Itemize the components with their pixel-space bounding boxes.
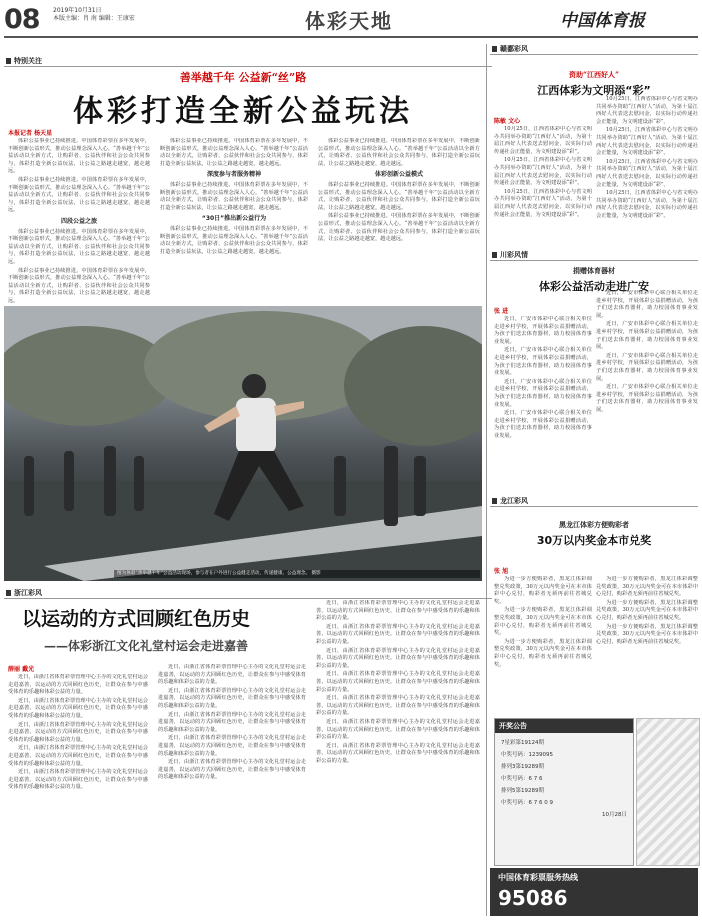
section-label-zhejiang <box>4 588 492 599</box>
paragraph: 为进一步方便购彩者，黑龙江体彩调整兑奖政策，30万元以内奖金可在本市体彩中心兑付，购彩者无须再前往省城兑奖。 <box>596 599 698 621</box>
section-label-text: 特别关注 <box>14 57 42 65</box>
heilongjiang-kicker: 黑龙江体彩方便购彩者 <box>559 520 629 529</box>
subhead: 深度参与者服务精神 <box>206 171 261 179</box>
results-line: 排列5第19289期 <box>501 788 544 794</box>
paragraph: 近日，由浙江省体育彩票管理中心主办的文化礼堂村运会走进嘉善，以运动的方式回顾红色历史，让群众在参与中感受体育的乐趣和体彩公益的力量。 <box>8 745 148 767</box>
newspaper-logo: 中国体育报 <box>560 11 645 31</box>
section-label-heilongjiang <box>490 496 698 507</box>
paragraph: 为进一步方便购彩者，黑龙江体彩调整兑奖政策，30万元以内奖金可在本市体彩中心兑付，购彩者无须再前往省城兑奖。 <box>494 638 592 668</box>
paragraph: 体彩公益事业已持续推进。中国体育彩票在多年发展中，不断创新公益形式，推动公益理念深入人心。“善举越千年”公益活动以全新方式，让购彩者、公益伙伴和社会公众共同参与，体彩打造全新公益玩法，让公益之路越走越宽，越走越远。 <box>8 176 150 214</box>
paragraph: 体彩公益事业已持续推进。中国体育彩票在多年发展中，不断创新公益形式，推动公益理念深入人心。“善举越千年”公益活动以全新方式，让购彩者、公益伙伴和社会公众共同参与，体彩打造全新公益玩法，让公益之路越走越宽，越走越远。 <box>160 225 308 255</box>
subhead: 四段公益之旅 <box>60 217 97 225</box>
paragraph: 近日，由浙江省体育彩票管理中心主办的文化礼堂村运会走进嘉善，以运动的方式回顾红色历史，让群众在参与中感受体育的乐趣和体彩公益的力量。 <box>316 671 480 693</box>
paragraph: 近日，广安市体彩中心联合相关单位走进乡村学校，开展体彩公益捐赠活动，为孩子们送去体育器材，助力校园体育事业发展。 <box>494 378 592 408</box>
paragraph: 体彩公益事业已持续推进。中国体育彩票在多年发展中，不断创新公益形式，推动公益理念深入人心。“善举越千年”公益活动以全新方式，让购彩者、公益伙伴和社会公众共同参与，体彩打造全新公益玩法，让公益之路越走越宽，越走越远。 <box>8 228 150 265</box>
paragraph: 为进一步方便购彩者，黑龙江体彩调整兑奖政策，30万元以内奖金可在本市体彩中心兑付，购彩者无须再前往省城兑奖。 <box>596 623 698 645</box>
section-label-text: 龙江彩风 <box>500 497 528 505</box>
jiangxi-column-2 <box>596 96 698 246</box>
sichuan-kicker: 捐赠体育器材 <box>573 266 615 275</box>
zhejiang-byline: 薛丽 戴光 <box>8 666 35 673</box>
section-label-text: 浙江彩风 <box>14 589 42 597</box>
paragraph: 近日，广安市体彩中心联合相关单位走进乡村学校，开展体彩公益捐赠活动，为孩子们送去体育器材，助力校园体育事业发展。 <box>494 347 592 377</box>
sichuan-column-2 <box>596 290 698 492</box>
paragraph: 近日，广安市体彩中心联合相关单位走进乡村学校，开展体彩公益捐赠活动，为孩子们送去体育器材，助力校园体育事业发展。 <box>494 316 592 345</box>
page-number: 08 <box>4 4 40 35</box>
paragraph: 体彩公益事业已持续推进。中国体育彩票在多年发展中，不断创新公益形式，推动公益理念深入人心。“善举越千年”公益活动以全新方式，让购彩者、公益伙伴和社会公众共同参与，体彩打造全新公益玩法，让公益之路越走越宽，越走越远。 <box>318 181 480 211</box>
column-divider <box>486 44 487 916</box>
paragraph: 近日，由浙江省体育彩票管理中心主办的文化礼堂村运会走进嘉善，以运动的方式回顾红色历史，让群众在参与中感受体育的乐趣和体彩公益的力量。 <box>316 718 480 741</box>
photo-credit: 摄影 <box>311 571 321 576</box>
subhead: “30日”推出新公益行为 <box>201 215 267 223</box>
paragraph: 体彩公益事业已持续推进。中国体育彩票在多年发展中，不断创新公益形式，推动公益理念深入人心。“善举越千年”公益活动以全新方式，让购彩者、公益伙伴和社会公众共同参与，体彩打造全新公益玩法，让公益之路越走越宽，越走越远。 <box>318 138 480 167</box>
section-label-text: 川彩风情 <box>500 251 528 259</box>
header-rule <box>4 36 698 38</box>
paragraph: 近日，由浙江省体育彩票管理中心主办的文化礼堂村运会走进嘉善，以运动的方式回顾红色历史，让群众在参与中感受体育的乐趣和体彩公益的力量。 <box>8 769 148 791</box>
paragraph: 为进一步方便购彩者，黑龙江体彩调整兑奖政策，30万元以内奖金可在本市体彩中心兑付，购彩者无须再前往省城兑奖。 <box>596 576 698 598</box>
paragraph: 近日，广安市体彩中心联合相关单位走进乡村学校，开展体彩公益捐赠活动，为孩子们送去体育器材，助力校园体育事业发展。 <box>494 410 592 439</box>
paragraph: 近日，由浙江省体育彩票管理中心主办的文化礼堂村运会走进嘉善，以运动的方式回顾红色历史，让群众在参与中感受体育的乐趣和体彩公益的力量。 <box>8 721 148 743</box>
jiangxi-byline: 陈敏 文心 <box>494 118 521 125</box>
article-photo <box>4 306 482 581</box>
caption-text: 图为体彩“善举越千年”公益活动现场，参与者在户外进行公益健走活动，传递健康、公益理念。 <box>117 571 311 576</box>
heilongjiang-byline: 张 旭 <box>494 568 509 575</box>
paragraph: 10月25日，江西省体彩中心与省文明办共同举办资助“江西好人”活动，为第十届江西好人代表送去慰问金，以实际行动传递社会正能量，为文明建设添“彩”。 <box>596 158 698 188</box>
paragraph: 体彩公益事业已持续推进。中国体育彩票在多年发展中，不断创新公益形式，推动公益理念深入人心。“善举越千年”公益活动以全新方式，让购彩者、公益伙伴和社会公众共同参与，体彩打造全新公益玩法，让公益之路越走越宽，越走越远。 <box>8 267 150 304</box>
jiangxi-column-1 <box>494 126 592 246</box>
paragraph: 近日，由浙江省体育彩票管理中心主办的文化礼堂村运会走进嘉善，以运动的方式回顾红色历史，让群众在参与中感受体育的乐趣和体彩公益的力量。 <box>158 735 306 757</box>
subhead: 体彩创新公益模式 <box>374 171 423 179</box>
hotline-banner <box>490 868 698 916</box>
results-title: 开奖公告 <box>495 719 633 733</box>
decorative-panel <box>636 718 700 866</box>
paragraph: 为进一步方便购彩者，黑龙江体彩调整兑奖政策，30万元以内奖金可在本市体彩中心兑付，购彩者无须再前往省城兑奖。 <box>494 576 592 605</box>
paragraph: 体彩公益事业已持续推进。中国体育彩票在多年发展中，不断创新公益形式，推动公益理念深入人心。“善举越千年”公益活动以全新方式，让购彩者、公益伙伴和社会公众共同参与，体彩打造全新公益玩法，让公益之路越走越宽，越走越远。 <box>160 181 308 211</box>
jiangxi-kicker: 资助“江西好人” <box>568 70 620 79</box>
section-label-special <box>4 56 492 67</box>
section-title: 体彩天地 <box>305 9 393 33</box>
results-line: 排列3第19289期 <box>501 764 544 770</box>
paragraph: 近日，由浙江省体育彩票管理中心主办的文化礼堂村运会走进嘉善，以运动的方式回顾红色历史，让群众在参与中感受体育的乐趣和体彩公益的力量。 <box>158 711 306 733</box>
paragraph: 近日，由浙江省体育彩票管理中心主办的文化礼堂村运会走进嘉善，以运动的方式回顾红色历史，让群众在参与中感受体育的乐趣和体彩公益的力量。 <box>158 687 306 709</box>
photo-caption <box>114 570 480 578</box>
results-line: 中奖号码：6 7 6 0 9 <box>501 800 553 806</box>
paragraph: 近日，广安市体彩中心联合相关单位走进乡村学校，开展体彩公益捐赠活动，为孩子们送去体育器材，助力校园体育事业发展。 <box>596 321 698 351</box>
results-line: 中奖号码：6 7 6 <box>501 776 543 782</box>
jiangxi-headline: 江西体彩为文明添“彩” <box>537 84 651 97</box>
paragraph: 为进一步方便购彩者，黑龙江体彩调整兑奖政策，30万元以内奖金可在本市体彩中心兑付，购彩者无须再前往省城兑奖。 <box>494 607 592 637</box>
paragraph: 10月25日，江西省体彩中心与省文明办共同举办资助“江西好人”活动，为第十届江西好人代表送去慰问金，以实际行动传递社会正能量，为文明建设添“彩”。 <box>494 157 592 187</box>
section-label-jiangxi <box>490 44 698 55</box>
paragraph: 近日，由浙江省体育彩票管理中心主办的文化礼堂村运会走进嘉善，以运动的方式回顾红色历史，让群众在参与中感受体育的乐趣和体彩公益的力量。 <box>316 742 480 764</box>
paragraph: 近日，由浙江省体育彩票管理中心主办的文化礼堂村运会走进嘉善，以运动的方式回顾红色历史，让群众在参与中感受体育的乐趣和体彩公益的力量。 <box>8 674 148 696</box>
results-list <box>495 733 633 825</box>
paragraph: 近日，广安市体彩中心联合相关单位走进乡村学校，开展体彩公益捐赠活动，为孩子们送去体育器材，助力校园体育事业发展。 <box>596 290 698 319</box>
article-column-3 <box>318 138 480 303</box>
heilongjiang-column-2 <box>596 576 698 702</box>
sichuan-byline: 张 进 <box>494 308 509 315</box>
paragraph: 10月25日，江西省体彩中心与省文明办共同举办资助“江西好人”活动，为第十届江西好人代表送去慰问金，以实际行动传递社会正能量，为文明建设添“彩”。 <box>596 96 698 125</box>
paragraph: 近日，由浙江省体育彩票管理中心主办的文化礼堂村运会走进嘉善，以运动的方式回顾红色历史，让群众在参与中感受体育的乐趣和体彩公益的力量。 <box>316 647 480 669</box>
editor-line: 本版主编：肖 南 编辑：王康宏 <box>53 15 135 22</box>
hotline-number: 95086 <box>498 886 568 910</box>
paragraph: 近日，由浙江省体育彩票管理中心主办的文化礼堂村运会走进嘉善，以运动的方式回顾红色历史，让群众在参与中感受体育的乐趣和体彩公益的力量。 <box>316 695 480 717</box>
article-column-2 <box>160 138 308 298</box>
paragraph: 近日，由浙江省体育彩票管理中心主办的文化礼堂村运会走进嘉善，以运动的方式回顾红色历史，让群众在参与中感受体育的乐趣和体彩公益的力量。 <box>8 697 148 719</box>
zhejiang-column-2 <box>158 664 306 914</box>
paragraph: 近日，广安市体彩中心联合相关单位走进乡村学校，开展体彩公益捐赠活动，为孩子们送去体育器材，助力校园体育事业发展。 <box>596 352 698 382</box>
paragraph: 10月25日，江西省体彩中心与省文明办共同举办资助“江西好人”活动，为第十届江西好人代表送去慰问金，以实际行动传递社会正能量，为文明建设添“彩”。 <box>494 188 592 218</box>
photo-illustration <box>4 306 482 581</box>
zhejiang-column-3 <box>316 600 480 914</box>
hotline-label: 中国体育彩票服务热线 <box>498 873 578 882</box>
article-byline: 本报记者 杨天星 <box>8 130 53 137</box>
paragraph: 体彩公益事业已持续推进。中国体育彩票在多年发展中，不断创新公益形式，推动公益理念深入人心。“善举越千年”公益活动以全新方式，让购彩者、公益伙伴和社会公众共同参与，体彩打造全新公益玩法，让公益之路越走越宽，越走越远。 <box>318 213 480 243</box>
results-line: 中奖号码：1239095 <box>501 752 553 758</box>
paragraph: 10月25日，江西省体彩中心与省文明办共同举办资助“江西好人”活动，为第十届江西好人代表送去慰问金，以实际行动传递社会正能量，为文明建设添“彩”。 <box>494 126 592 155</box>
zhejiang-subheadline: ——体彩浙江文化礼堂村运会走进嘉善 <box>44 639 249 653</box>
date-line: 2019年10月31日 <box>53 7 102 14</box>
paragraph: 近日，广安市体彩中心联合相关单位走进乡村学校，开展体彩公益捐赠活动，为孩子们送去体育器材，助力校园体育事业发展。 <box>596 384 698 413</box>
paragraph: 10月25日，江西省体彩中心与省文明办共同举办资助“江西好人”活动，为第十届江西好人代表送去慰问金，以实际行动传递社会正能量，为文明建设添“彩”。 <box>596 190 698 219</box>
sichuan-column-1 <box>494 316 592 492</box>
section-label-text: 赣鄱彩风 <box>500 45 528 53</box>
paragraph: 近日，由浙江省体育彩票管理中心主办的文化礼堂村运会走进嘉善，以运动的方式回顾红色历史，让群众在参与中感受体育的乐趣和体彩公益的力量。 <box>158 759 306 781</box>
paragraph: 10月25日，江西省体彩中心与省文明办共同举办资助“江西好人”活动，为第十届江西好人代表送去慰问金，以实际行动传递社会正能量，为文明建设添“彩”。 <box>596 127 698 157</box>
paragraph: 近日，由浙江省体育彩票管理中心主办的文化礼堂村运会走进嘉善，以运动的方式回顾红色历史，让群众在参与中感受体育的乐趣和体彩公益的力量。 <box>158 664 306 686</box>
lottery-results-box <box>494 718 634 866</box>
article-headline: 体彩打造全新公益玩法 <box>73 94 413 129</box>
zhejiang-column-1 <box>8 674 148 914</box>
sichuan-headline: 体彩公益活动走进广安 <box>539 280 649 293</box>
heilongjiang-headline: 30万以内奖金本市兑奖 <box>536 534 652 547</box>
paragraph: 体彩公益事业已持续推进。中国体育彩票在多年发展中，不断创新公益形式，推动公益理念深入人心。“善举越千年”公益活动以全新方式，让购彩者、公益伙伴和社会公众共同参与，体彩打造全新公益玩法，让公益之路越走越宽，越走越远。 <box>160 138 308 167</box>
issue-date <box>53 7 135 23</box>
paragraph: 近日，由浙江省体育彩票管理中心主办的文化礼堂村运会走进嘉善，以运动的方式回顾红色历史，让群众在参与中感受体育的乐趣和体彩公益的力量。 <box>316 623 480 645</box>
results-line: 7星彩第19124期 <box>501 740 544 746</box>
section-label-sichuan <box>490 250 698 261</box>
heilongjiang-column-1 <box>494 576 592 702</box>
article-kicker: 善举越千年 公益新“丝”路 <box>179 71 307 84</box>
paragraph: 体彩公益事业已持续推进。中国体育彩票在多年发展中，不断创新公益形式，推动公益理念深入人心。“善举越千年”公益活动以全新方式，让购彩者、公益伙伴和社会公众共同参与，体彩打造全新公益玩法，让公益之路越走越宽，越走越远。 <box>8 138 150 175</box>
article-column-1 <box>8 138 150 326</box>
zhejiang-headline: 以运动的方式回顾红色历史 <box>22 608 251 630</box>
paragraph: 近日，由浙江省体育彩票管理中心主办的文化礼堂村运会走进嘉善，以运动的方式回顾红色历史，让群众在参与中感受体育的乐趣和体彩公益的力量。 <box>316 600 480 622</box>
results-date: 10月28日 <box>602 812 627 818</box>
zhejiang-headline-block <box>4 600 294 660</box>
